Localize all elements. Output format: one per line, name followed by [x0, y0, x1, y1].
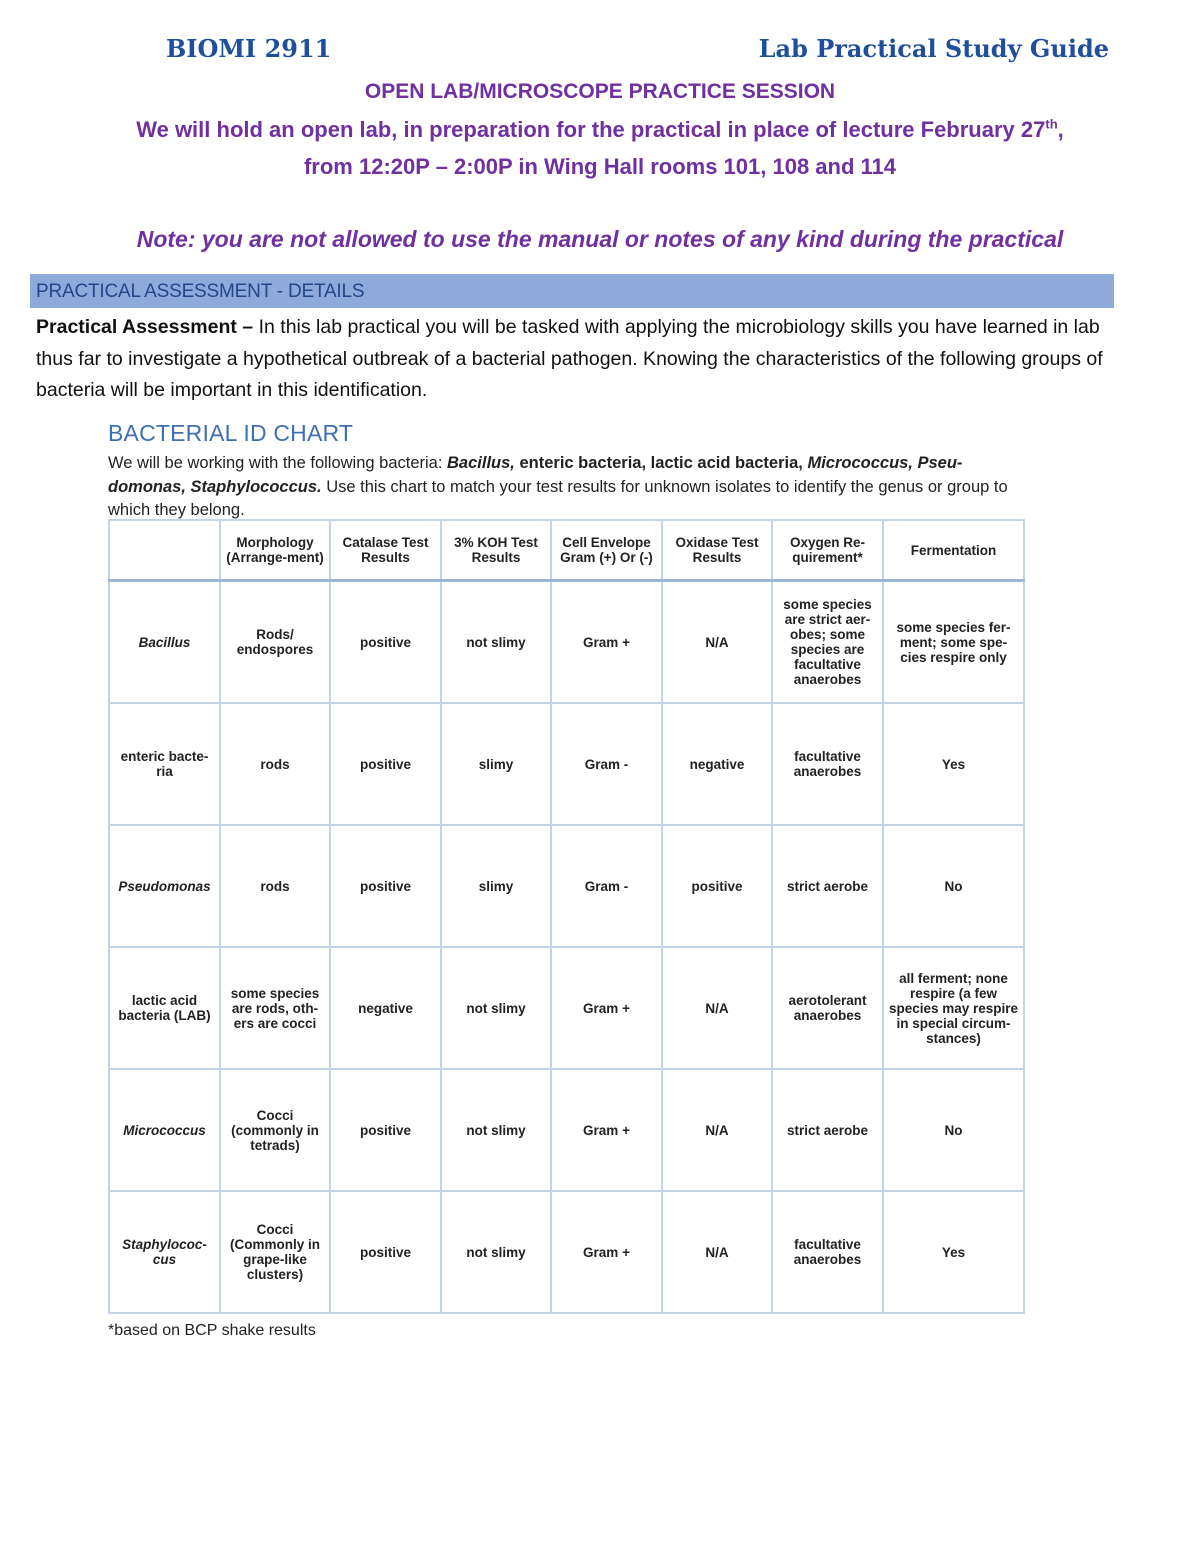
session-title: OPEN LAB/MICROSCOPE PRACTICE SESSION [364, 80, 836, 103]
table-cell: strict aerobe [772, 1069, 883, 1191]
table-cell: Gram + [551, 947, 662, 1069]
table-cell: facultative anaerobes [772, 703, 883, 825]
table-header-row [109, 520, 1024, 581]
table-cell: No [883, 825, 1024, 947]
table-cell: Gram - [551, 703, 662, 825]
table-cell: N/A [662, 1069, 772, 1191]
bacteria-list-part: Micrococcus, Pseu-domonas, Staphylococcus. [108, 454, 963, 496]
table-cell: positive [662, 825, 772, 947]
bacteria-list-part: enteric bacteria, lactic acid bacteria, [514, 454, 808, 472]
table-row [109, 947, 1024, 1069]
table-cell: Rods/ endospores [220, 581, 330, 704]
table-cell: slimy [441, 825, 551, 947]
table-cell: positive [330, 703, 441, 825]
table-cell: rods [220, 825, 330, 947]
table-cell: N/A [662, 1191, 772, 1313]
table-cell: Yes [883, 1191, 1024, 1313]
table-row [109, 1191, 1024, 1313]
section-banner [30, 274, 1114, 308]
table-row [109, 581, 1024, 704]
assessment-lead: Practical Assessment – [36, 316, 254, 338]
table-cell: Cocci (Commonly in grape-like clusters) [220, 1191, 330, 1313]
section-banner-label: PRACTICAL ASSESSMENT - DETAILS [36, 281, 365, 302]
table-cell: Gram - [551, 825, 662, 947]
table-cell: Gram + [551, 1069, 662, 1191]
table-cell: Cocci (commonly in tetrads) [220, 1069, 330, 1191]
column-header: Oxidase Test Results [662, 520, 772, 581]
column-header: 3% KOH Test Results [441, 520, 551, 581]
table-cell: Yes [883, 703, 1024, 825]
table-cell: not slimy [441, 947, 551, 1069]
column-header: Morphology (Arrange-ment) [220, 520, 330, 581]
table-cell: facultative anaerobes [772, 1191, 883, 1313]
column-header: Cell Envelope Gram (+) Or (-) [551, 520, 662, 581]
table-cell: No [883, 1069, 1024, 1191]
table-cell: positive [330, 581, 441, 704]
chart-description: We will be working with the following bacteria: Bacillus, enteric bacteria, lactic acid bacteria, Micrococcus, Pseu-domonas, Staphylococcus. Use this chart to match your test results for unknown isolates to identify the genus or group to which they belong. [108, 454, 1008, 519]
assessment-text: In this lab practical you will be tasked with applying the microbiology skills you have learned in lab thus far to investigate a hypothetical outbreak of a bacterial pathogen. Knowing the characteristics of the following groups of bacteria will be important in this identification. [36, 316, 1103, 401]
table-cell: positive [330, 1069, 441, 1191]
session-line-1: We will hold an open lab, in preparation for the practical in place of lecture February 27th, [136, 116, 1064, 142]
organism-cell: enteric bacte-ria [109, 703, 220, 825]
table-row [109, 825, 1024, 947]
organism-cell: Bacillus [109, 581, 220, 704]
table-cell: positive [330, 1191, 441, 1313]
chart-title: BACTERIAL ID CHART [108, 420, 354, 446]
organism-cell: Staphylococ-cus [109, 1191, 220, 1313]
table-cell: N/A [662, 581, 772, 704]
table-cell: slimy [441, 703, 551, 825]
bacteria-list-part: Bacillus, [447, 454, 515, 472]
column-header: Oxygen Re-quirement* [772, 520, 883, 581]
table-cell: strict aerobe [772, 825, 883, 947]
table-cell: positive [330, 825, 441, 947]
guide-title: Lab Practical Study Guide [758, 34, 1109, 63]
table-cell: N/A [662, 947, 772, 1069]
table-cell: aerotolerant anaerobes [772, 947, 883, 1069]
column-header: Fermentation [883, 520, 1024, 581]
session-line-2: from 12:20P – 2:00P in Wing Hall rooms 101, 108 and 114 [303, 154, 897, 179]
bacterial-id-table [108, 519, 1025, 1314]
table-cell: some species fer-ment; some spe-cies respire only [883, 581, 1024, 704]
chart-footnote: *based on BCP shake results [108, 1322, 316, 1339]
table-cell: negative [330, 947, 441, 1069]
assessment-paragraph [36, 312, 1116, 407]
column-header: Catalase Test Results [330, 520, 441, 581]
organism-cell: lactic acid bacteria (LAB) [109, 947, 220, 1069]
table-cell: not slimy [441, 1069, 551, 1191]
practical-note: Note: you are not allowed to use the manual or notes of any kind during the practical [136, 226, 1064, 252]
organism-cell: Micrococcus [109, 1069, 220, 1191]
table-cell: Gram + [551, 581, 662, 704]
table-cell: some species are rods, oth-ers are cocci [220, 947, 330, 1069]
table-body [109, 581, 1024, 1314]
table-cell: not slimy [441, 581, 551, 704]
table-cell: negative [662, 703, 772, 825]
table-row [109, 1069, 1024, 1191]
course-code: BIOMI 2911 [166, 34, 332, 63]
column-header [109, 520, 220, 581]
table-cell: some species are strict aer-obes; some species are facultative anaerobes [772, 581, 883, 704]
table-cell: rods [220, 703, 330, 825]
table-row [109, 703, 1024, 825]
organism-cell: Pseudomonas [109, 825, 220, 947]
table-cell: Gram + [551, 1191, 662, 1313]
table-cell: not slimy [441, 1191, 551, 1313]
table-cell: all ferment; none respire (a few species may respire in special circum-stances) [883, 947, 1024, 1069]
